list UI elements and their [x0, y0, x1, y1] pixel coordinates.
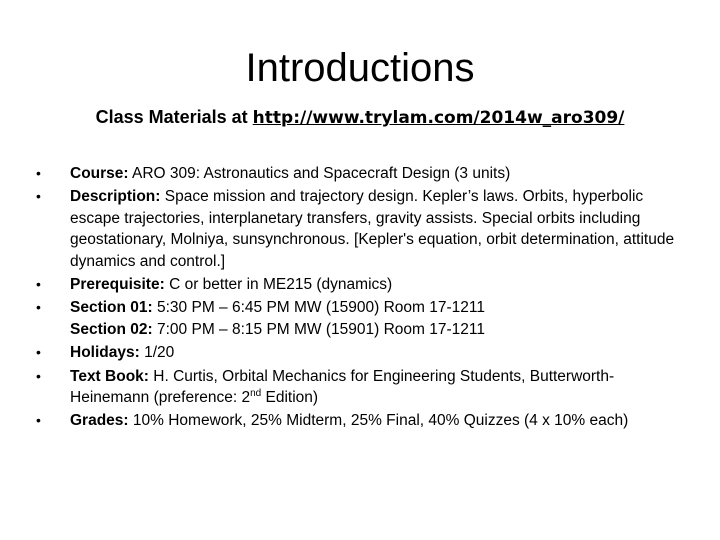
grades-text: 10% Homework, 25% Midterm, 25% Final, 40% Quizzes (4 x 10% each): [128, 412, 629, 430]
section-02-label: Section 02:: [70, 320, 153, 338]
class-materials-prefix: Class Materials at: [95, 107, 253, 127]
holidays-text: 1/20: [139, 344, 175, 362]
bullet-dot: •: [36, 344, 41, 361]
bullet-dot: •: [36, 188, 41, 205]
bullet-description: [36, 186, 686, 272]
bullet-dot: •: [36, 299, 41, 316]
section-02-line: [70, 319, 686, 340]
class-materials-line: [0, 104, 720, 131]
textbook-text-after: Edition): [261, 389, 319, 407]
bullet-sections: [36, 297, 686, 340]
course-info-list: [36, 163, 686, 434]
description-label: Description:: [70, 188, 161, 206]
textbook-label: Text Book:: [70, 367, 149, 385]
bullet-dot: •: [36, 165, 41, 181]
prerequisite-text: C or better in ME215 (dynamics): [164, 276, 393, 294]
grades-label: Grades:: [70, 412, 129, 430]
section-01-label: Section 01:: [70, 299, 153, 317]
section-01-text: 5:30 PM – 6:45 PM MW (15900) Room 17-1211: [152, 299, 485, 317]
section-01-line: [70, 297, 686, 318]
class-materials-link[interactable]: http://www.trylam.com/2014w_aro309/: [252, 108, 625, 128]
course-text: ARO 309: Astronautics and Spacecraft Design (3 units): [128, 165, 511, 182]
bullet-course: [36, 163, 686, 184]
description-text: Space mission and trajectory design. Kepler’s laws. Orbits, hyperbolic escape trajectories, interplanetary transfers, gravity assists. Special orbits including geostationary, Molniya, sunsynchronous. [Kepler's equation, orbit determination, attitude dynamics and control.]: [70, 188, 675, 270]
bullet-textbook: [36, 366, 686, 409]
bullet-grades: [36, 410, 686, 431]
textbook-text: H. Curtis, Orbital Mechanics for Engineering Students, Butterworth-Heinemann (preference: 2: [70, 367, 615, 407]
bullet-prerequisite: [36, 274, 686, 295]
bullet-dot: •: [36, 276, 41, 293]
bullet-dot: •: [36, 412, 41, 429]
bullet-holidays: [36, 342, 686, 363]
slide-title: Introductions: [245, 46, 475, 90]
bullet-dot: •: [36, 367, 41, 384]
section-02-text: 7:00 PM – 8:15 PM MW (15901) Room 17-1211: [152, 320, 485, 338]
holidays-label: Holidays:: [70, 344, 140, 362]
edition-superscript: nd: [250, 387, 262, 399]
prerequisite-label: Prerequisite:: [70, 276, 165, 294]
course-label: Course:: [70, 165, 129, 182]
